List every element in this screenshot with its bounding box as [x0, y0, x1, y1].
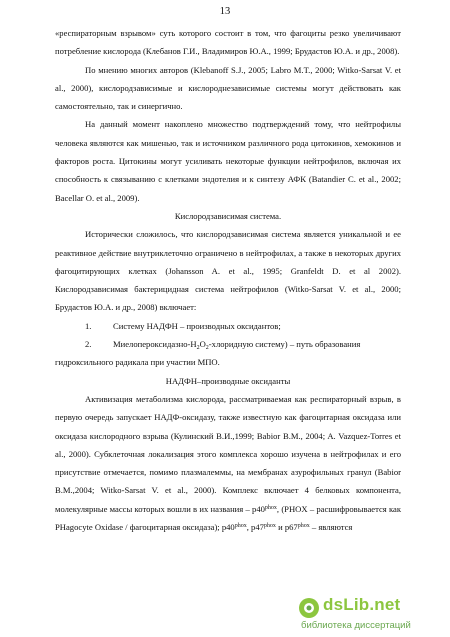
list-text: Миелопероксидазно-H [113, 339, 197, 350]
paragraph-text: , (PHOX – расшифровывается как [276, 503, 401, 514]
paragraph: гидроксильного радикала при участии МПО. [55, 357, 220, 368]
list-text: O [199, 339, 206, 350]
list-item [55, 335, 401, 353]
page-body [55, 24, 401, 536]
list-number: 1. [85, 320, 92, 331]
paragraph: «респираторным взрывом» суть которого состоит в том, что фагоциты резко увеличивают потребление кислорода (Клебанов Г.И., Владимиров Ю.А., 1999; Брудастов Ю.А. и др., 2008). [55, 28, 401, 57]
superscript: phox [263, 523, 276, 530]
paragraph: На данный момент накоплено множество подтверждений тому, что нейтрофилы человека являются как мишенью, так и источником различного рода цитокинов, хемокинов и факторов роста. Цитокины могут усиливать некоторые функции нейтрофилов, включая их способность к связыванию с клетками эндотелия и к синтезу АФК (Batandier C. et al., 2002; Bacellar O. et al., 2009). [55, 119, 401, 203]
list-text: Систему НАДФН – производных оксидантов; [113, 320, 281, 331]
paragraph: Исторически сложилось, что кислородзависимая система является уникальной и ее реактивное действие внутриклеточно ограничено в нейтрофилах, а также в некоторых других фагоцитирующих клетках (Johansson A. et al., 1995; Granfeldt D. et al 2002). Кислородзависимая бактерицидная система нейтрофилов (Witko-Sarsat V. et al., 2000; Брудастов Ю.А. и др., 2008) включает: [55, 229, 401, 313]
paragraph [55, 390, 401, 536]
dslib-logo-icon [298, 597, 320, 619]
watermark-brand: dsLib.net [323, 595, 401, 614]
section-heading: Кислородзависимая система. [174, 210, 282, 221]
paragraph-text: – являются [309, 522, 353, 533]
paragraph-text: Активизация метаболизма кислорода, рассматриваемая как респираторный взрыв, в первую очередь запускает НАДФ-оксидазу, также известную как фагоцитарная оксидаза или оксидаза кислородного взрыва (Кулинский В.И.,1999; Babior B.M., 2004; A. Vazquez-Torres et al., 2000). Субклеточная локализация этого комплекса хорошо изучена в нейтрофилах и его присутствие отмечается, помимо плазмалеммы, на мембранах азурофильных гранул (Babior B.M.,2004; Witko-Sarsat V. et al., 2000). Комплекс включает 4 белковых компонента, молекулярные массы которых вошли в их названия – р40 [55, 393, 401, 514]
superscript: phox [264, 504, 277, 511]
paragraph: По мнению многих авторов (Klebanoff S.J., 2005; Labro M.T., 2000; Witko-Sarsat V. et al., 2000), кислородзависимые и кислороднезависимые системы могут действовать как самостоятельно, так и синергично. [55, 64, 401, 112]
superscript: phox [297, 523, 310, 530]
section-heading: НАДФН–производные оксиданты [165, 375, 291, 386]
superscript: phox [234, 523, 247, 530]
dslib-watermark[interactable] [296, 595, 446, 633]
list-text: -хлоридную систему) – путь образования [208, 339, 361, 350]
list-number: 2. [85, 339, 92, 350]
page-number: 13 [219, 6, 231, 17]
paragraph-text: и p67 [275, 522, 298, 533]
paragraph-text: PHagocyte Oxidase / фагоцитарная оксидаза); p40 [55, 522, 235, 533]
subscript: 2 [205, 345, 209, 352]
subscript: 2 [196, 345, 200, 352]
watermark-subtitle: библиотека диссертаций [301, 620, 411, 631]
list-item [55, 317, 401, 335]
paragraph-text: , p47 [246, 522, 264, 533]
